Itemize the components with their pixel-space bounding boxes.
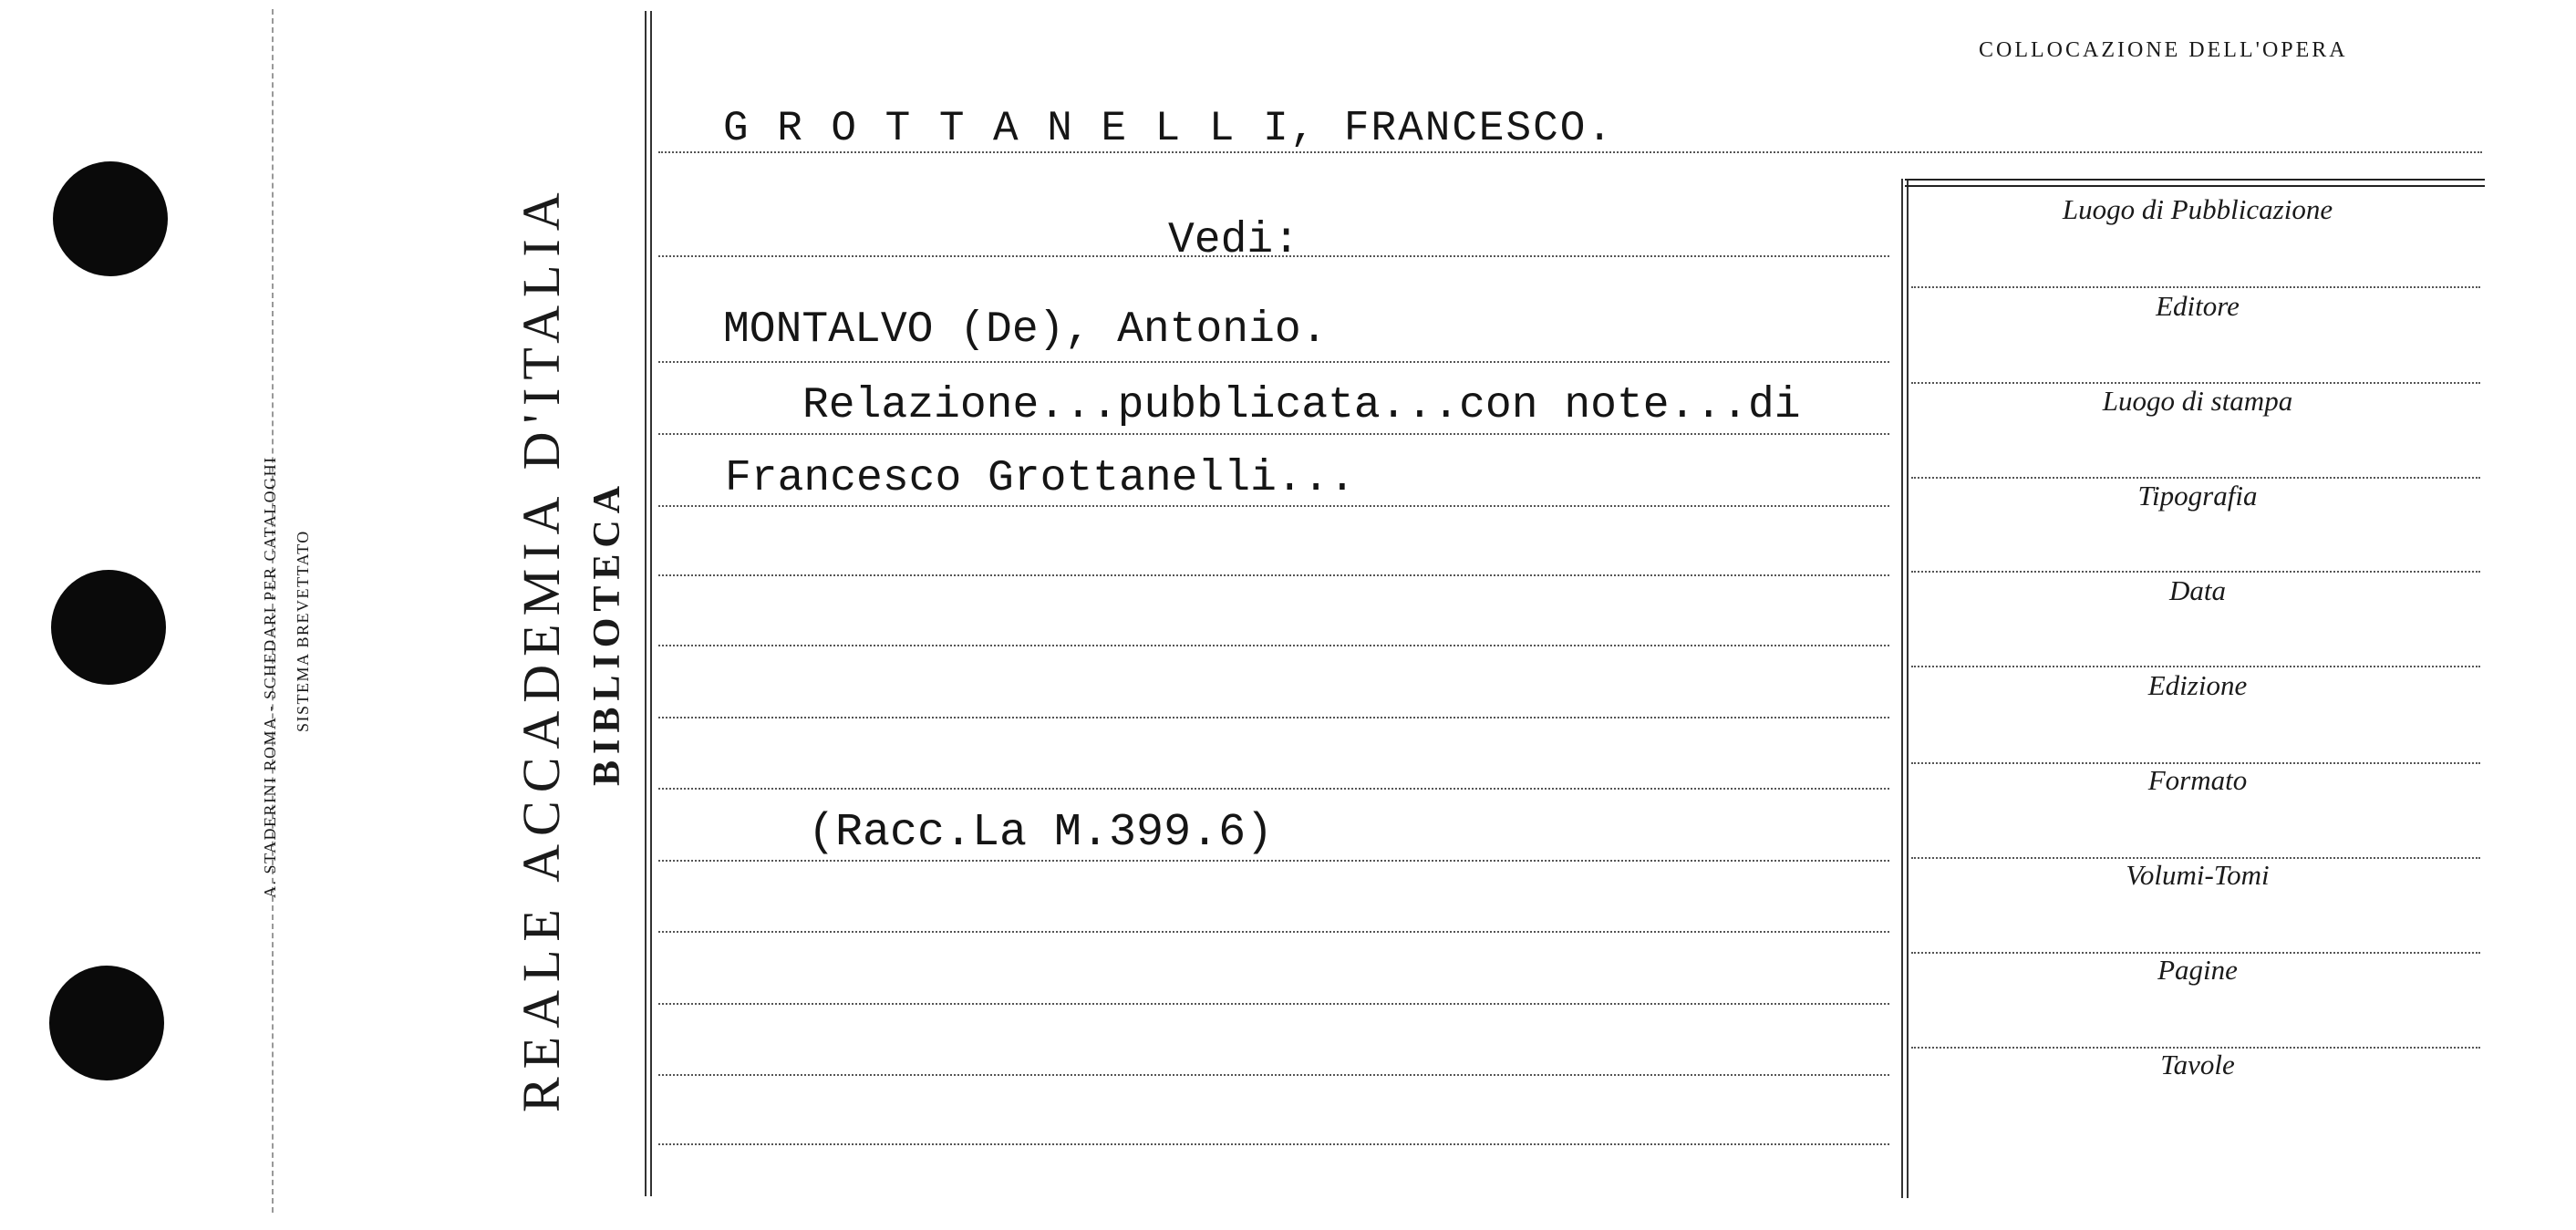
right-column-rule [1901, 179, 1903, 1198]
field-column-top-rule [1905, 179, 2485, 181]
entry-author: MONTALVO (De), Antonio. [723, 305, 1328, 355]
left-margin-rule [645, 11, 647, 1196]
field-label-pages: Pagine [2157, 954, 2238, 986]
field-label-format: Formato [2147, 764, 2248, 796]
see-reference: Vedi: [1168, 216, 1300, 265]
ruled-line [658, 860, 1889, 862]
ruled-line [658, 931, 1889, 933]
punch-hole-bottom [49, 966, 164, 1080]
field-label-place-of-printing: Luogo di stampa [2102, 385, 2293, 417]
ruled-line [658, 645, 1889, 646]
ruled-line [658, 1143, 1889, 1145]
department-name: BIBLIOTECA [586, 479, 628, 786]
ruled-line [658, 717, 1889, 718]
printer-patent: SISTEMA BREVETTATO [294, 530, 312, 732]
field-separator [1911, 477, 2480, 479]
field-label-plates: Tavole [2160, 1049, 2235, 1080]
collection-mark: (Racc.La M.399.6) [808, 807, 1274, 859]
ruled-line [658, 788, 1889, 790]
punch-hole-middle [51, 570, 166, 685]
field-separator [1911, 666, 2480, 667]
ruled-line [658, 433, 1889, 435]
left-margin-rule-inner [650, 11, 652, 1196]
institution-name: REALE ACCADEMIA D'ITALIA [512, 184, 571, 1112]
field-label-volumes: Volumi-Tomi [2126, 859, 2270, 891]
ruled-line [658, 505, 1889, 507]
ruled-line [658, 1074, 1889, 1076]
ruled-line [658, 574, 1889, 576]
shelfmark-label: COLLOCAZIONE DELL'OPERA [1979, 38, 2348, 62]
ruled-line [658, 1003, 1889, 1005]
field-column-top-rule-inner [1905, 185, 2485, 187]
field-separator [1911, 286, 2480, 288]
field-label-place-of-publication: Luogo di Pubblicazione [2062, 193, 2333, 225]
printer-imprint: A. STADERINI ROMA - SCHEDARI PER CATALOGHI [261, 456, 279, 898]
field-label-edition: Edizione [2147, 669, 2248, 701]
ruled-line [658, 361, 1889, 363]
right-column-rule-inner [1907, 179, 1909, 1198]
field-label-date: Data [2169, 574, 2226, 606]
field-separator [1911, 382, 2480, 384]
field-label-publisher: Editore [2156, 290, 2240, 322]
punch-hole-top [53, 161, 168, 276]
entry-title-continued: Francesco Grottanelli... [725, 454, 1356, 503]
entry-title: Relazione...pubblicata...con note...di [802, 381, 1801, 430]
field-label-printer: Tipografia [2137, 480, 2258, 512]
author-heading: G R O T T A N E L L I, FRANCESCO. [723, 105, 1614, 152]
field-separator [1911, 571, 2480, 573]
